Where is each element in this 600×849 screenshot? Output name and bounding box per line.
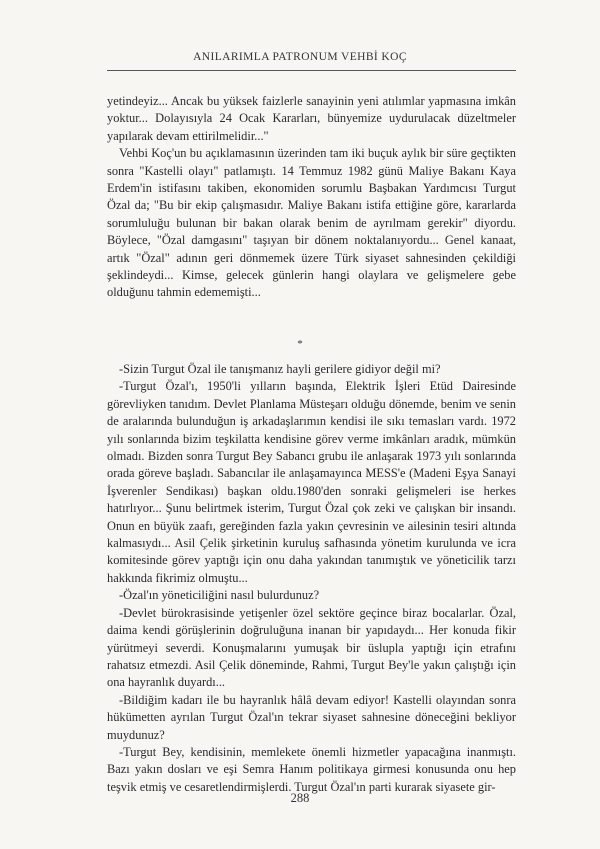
body-text — [107, 93, 516, 302]
page-number: 288 — [290, 791, 310, 805]
header-rule — [107, 70, 516, 71]
interview-dialogue — [107, 361, 516, 796]
section-separator: * — [297, 338, 303, 350]
paragraph: Vehbi Koç'un bu açıklamasının üzerinden tam iki buçuk aylık bir süre geçtikten sonra "Kastelli olayı" patlamıştı. 14 Temmuz 1982 günü Maliye Bakanı Kaya Erdem'in istifasını takiben, ekonomiden sorumlu Başbakan Yardımcısı Turgut Özal da; "Bu bir ekip çalışmasıdır. Maliye Bakanı istifa ettiğine göre, kararlarda sorumluluğu bulunan bir bakan olarak benim de ayrılmam gerekir" diyordu. Böylece, "Özal damgasını" taşıyan bir dönem noktalanıyordu... Genel kanaat, artık "Özal" adının geri dönmemek üzere Türk siyaset sahnesinden çekildiği şeklindeydi... Kimse, gelecek günlerin hangi olaylara ve gelişmelere gebe olduğunu tahmin edememişti... — [107, 146, 516, 300]
dialogue-line: -Sizin Turgut Özal ile tanışmanız hayli gerilere gidiyor değil mi? — [119, 362, 441, 376]
dialogue-line: -Özal'ın yöneticiliğini nasıl bulurdunuz? — [119, 588, 320, 603]
dialogue-line: -Turgut Özal'ı, 1950'li yılların başında, Elektrik İşleri Etüd Dairesinde görevliyken tanıdım. Devlet Planlama Müsteşarı olduğu dönemde, benim ve senin de aralarında bulunduğun iş arkadaşlarımın kendisi ile sıkı temasları vardı. 1972 yılı sonlarında bizim teşkilatta kendisine görev verme imkânları aradık, mümkün olmadı. Bizden sonra Turgut Bey Sabancı grubu ile anlaşarak 1973 yılı sonlarında orada göreve başladı. Sabancılar ile anlaşamayınca MESS'e (Madeni Eşya Sanayi İşverenler Sendikası) başkan oldu.1980'den sonraki gelişmeleri ise herkes hatırlıyor... Şunu belirtmek isterim, Turgut Özal çok zeki ve çalışkan bir insandı. Onun en büyük zaafı, gereğinden fazla yakın çevresinin ve ailesinin tesiri altında kalmasıydı... Asil Çelik şirketinin kuruluş safhasında yönetim kurulunda ve icra komitesinde görev yaptığı için onu daha yakından tanımıştık ve yöneticilik tarzı hakkında fikrimiz olmuştu... — [107, 379, 516, 585]
dialogue-line: -Devlet bürokrasisinde yetişenler özel sektöre geçince biraz bocalarlar. Özal, daima kendi görüşlerinin doğruluğuna inanan bir yapıdaydı... Her konuda fikir yürütmeyi severdi. Konuşmalarını yumuşak bir üslupla yaptığı için etrafını rahatsız etmezdi. Asil Çelik döneminde, Rahmi, Turgut Bey'le yakın çalıştığı için ona hayranlık duyardı... — [107, 605, 516, 690]
paragraph: yetindeyiz... Ancak bu yüksek faizlerle sanayinin yeni atılımlar yapmasına imkân yoktur... Dolayısıyla 24 Ocak Kararları, bünyemize uydurulacak düzeltmeler yapılarak devam ettirilmelidir..." — [107, 94, 516, 143]
dialogue-line: -Bildiğim kadarı ile bu hayranlık hâlâ devam ediyor! Kastelli olayından sonra hükümetten ayrılan Turgut Özal'ın tekrar siyaset sahnesine döneceğini bekliyor muydunuz? — [107, 692, 516, 742]
running-header-title: ANILARIMLA PATRONUM VEHBİ KOÇ — [193, 51, 407, 63]
dialogue-line: -Turgut Bey, kendisinin, memlekete önemli hizmetler yapacağına inanmıştı. Bazı yakın dosları ve eşi Semra Hanım politikaya girmesi konusunda onu hep teşvik etmiş ve cesaretlendirmişlerdi. Turgut Özal'ın parti kurarak siyasete gir- — [107, 744, 516, 794]
